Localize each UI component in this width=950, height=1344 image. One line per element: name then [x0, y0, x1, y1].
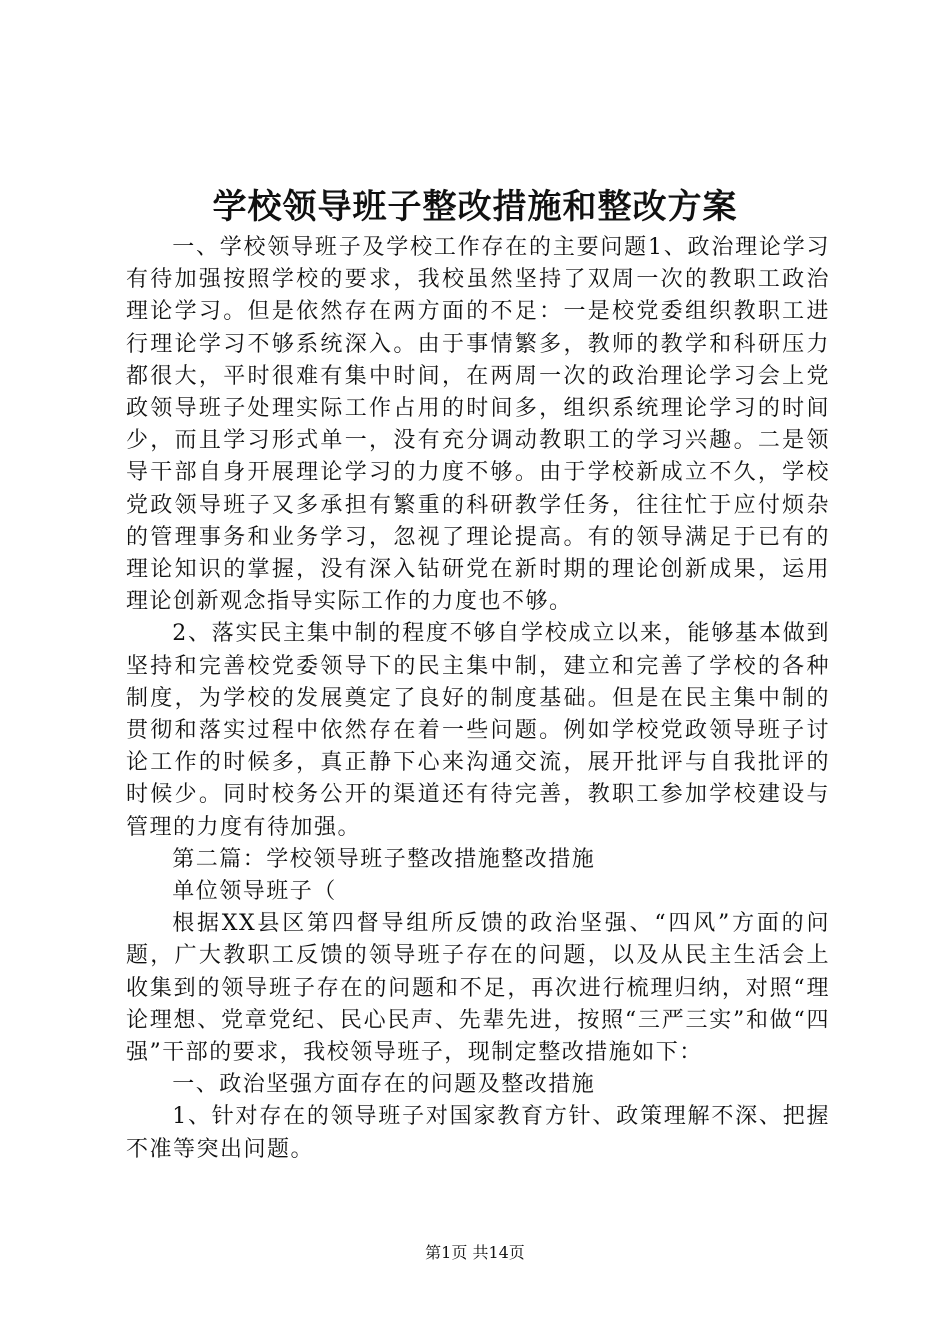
paragraph-4: 单位领导班子（	[172, 879, 337, 905]
paragraph-1: 一、学校领导班子及学校工作存在的主要问题1、政治理论学习有待加强按照学校的要求，我校虽然坚持了双周一次的教职工政治理论学习。但是依然存在两方面的不足：一是校党委组织教职工进行理论学习不够系统深入。由于事情繁多，教师的教学和科研压力都很大，平时很难有集中时间，在两周一次的政治理论学习会上党政领导班子处理实际工作占用的时间多，组织系统理论学习的时间少，而且学习形式单一，没有充分调动教职工的学习兴趣。二是领导干部自身开展理论学习的力度不够。由于学校新成立不久，学校党政领导班子又多承担有繁重的科研教学任务，往往忙于应付烦杂的管理事务和业务学习，忽视了理论提高。有的领导满足于已有的理论知识的掌握，没有深入钻研党在新时期的理论创新成果，运用理论创新观念指导实际工作的力度也不够。	[126, 235, 830, 615]
paragraph-2: 2、落实民主集中制的程度不够自学校成立以来，能够基本做到坚持和完善校党委领导下的民主集中制，建立和完善了学校的各种制度，为学校的发展奠定了良好的制度基础。但是在民主集中制的贯彻和落实过程中依然存在着一些问题。例如学校党政领导班子讨论工作的时候多，真正静下心来沟通交流，展开批评与自我批评的时候少。同时校务公开的渠道还有待完善，教职工参加学校建设与管理的力度有待加强。	[126, 621, 830, 840]
paragraph-3: 第二篇：学校领导班子整改措施整改措施	[172, 846, 596, 872]
page-number-footer: 第1页 共14页	[425, 1243, 525, 1262]
paragraph-6: 一、政治坚强方面存在的问题及整改措施	[172, 1072, 596, 1098]
document-title: 学校领导班子整改措施和整改方案	[212, 187, 738, 227]
document-body	[126, 232, 830, 1166]
paragraph-5: 根据XX县区第四督导组所反馈的政治坚强、“四风”方面的问题，广大教职工反馈的领导班子存在的问题，以及从民主生活会上收集到的领导班子存在的问题和不足，再次进行梳理归纳，对照“理论理想、党章党纪、民心民声、先辈先进，按照“三严三实”和做“四强”干部的要求，我校领导班子，现制定整改措施如下：	[126, 911, 830, 1066]
paragraph-7: 1、针对存在的领导班子对国家教育方针、政策理解不深、把握不准等突出问题。	[126, 1104, 830, 1162]
